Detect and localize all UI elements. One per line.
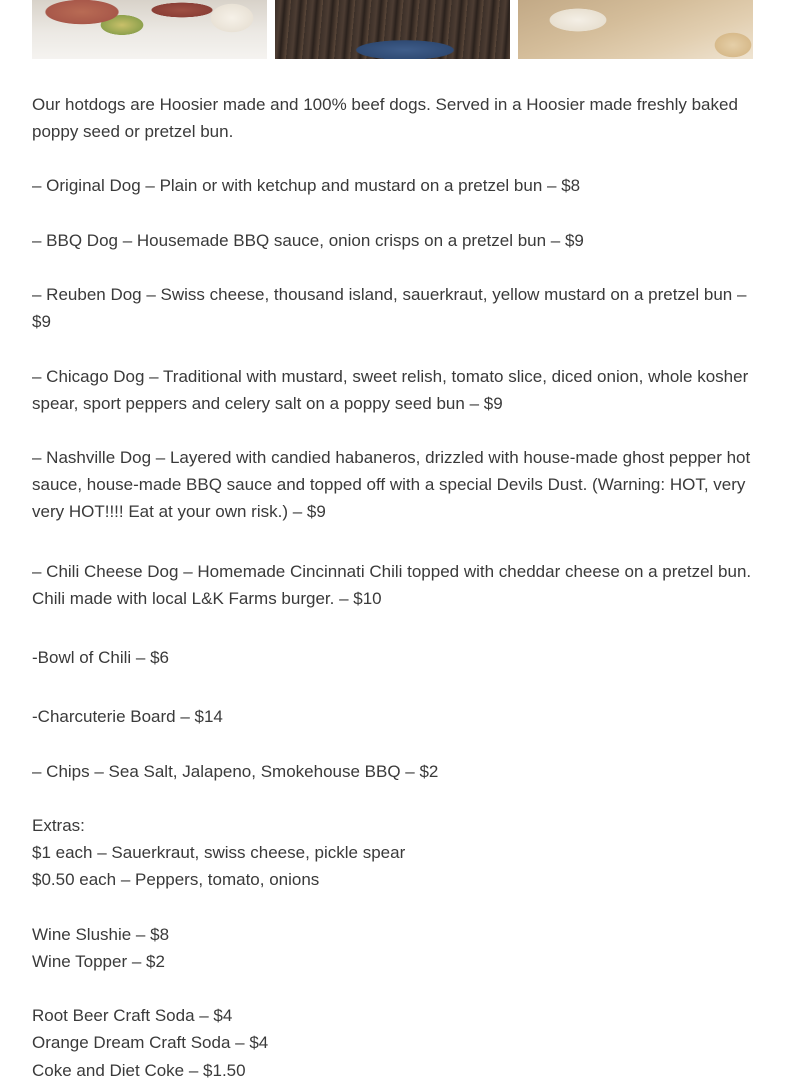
menu-item-reuben-dog: – Reuben Dog – Swiss cheese, thousand island, sauerkraut, yellow mustard on a pretzel bun – $9 (32, 285, 747, 331)
extras-line-2: $0.50 each – Peppers, tomato, onions (32, 870, 320, 889)
menu-item-chips: – Chips – Sea Salt, Jalapeno, Smokehouse BBQ – $2 (32, 762, 439, 781)
photo-gallery (32, 0, 753, 59)
menu-item-bbq-dog: – BBQ Dog – Housemade BBQ sauce, onion crisps on a pretzel bun – $9 (32, 231, 584, 250)
root-beer-soda: Root Beer Craft Soda – $4 (32, 1006, 233, 1025)
intro-paragraph: Our hotdogs are Hoosier made and 100% beef dogs. Served in a Hoosier made freshly baked poppy seed or pretzel bun. (32, 95, 738, 141)
menu-item-chicago-dog: – Chicago Dog – Traditional with mustard, sweet relish, tomato slice, diced onion, whole kosher spear, sport peppers and celery salt on a poppy seed bun – $9 (32, 367, 749, 413)
hotdog-photo-3[interactable] (518, 0, 753, 59)
wine-slushie: Wine Slushie – $8 (32, 925, 170, 944)
menu-item-chili-cheese-dog: – Chili Cheese Dog – Homemade Cincinnati Chili topped with cheddar cheese on a pretzel bun. Chili made with local L&K Farms burger. – $10 (32, 562, 752, 608)
orange-dream-soda: Orange Dream Craft Soda – $4 (32, 1033, 269, 1052)
extras-line-1: $1 each – Sauerkraut, swiss cheese, pickle spear (32, 843, 406, 862)
hotdog-photo-2[interactable] (275, 0, 510, 59)
wine-topper: Wine Topper – $2 (32, 952, 165, 971)
coke-diet-coke: Coke and Diet Coke – $1.50 (32, 1061, 246, 1080)
menu-item-bowl-of-chili: -Bowl of Chili – $6 (32, 648, 170, 667)
menu-item-charcuterie-board: -Charcuterie Board – $14 (32, 707, 223, 726)
menu-item-original-dog: – Original Dog – Plain or with ketchup and mustard on a pretzel bun – $8 (32, 176, 581, 195)
extras-heading: Extras: (32, 816, 85, 835)
menu-item-nashville-dog: – Nashville Dog – Layered with candied habaneros, drizzled with house-made ghost pepper hot sauce, house-made BBQ sauce and topped off with a special Devils Dust. (Warning: HOT, very very HOT!!!! Eat at your own risk.) – $9 (32, 448, 751, 521)
hotdog-photo-1[interactable] (32, 0, 267, 59)
